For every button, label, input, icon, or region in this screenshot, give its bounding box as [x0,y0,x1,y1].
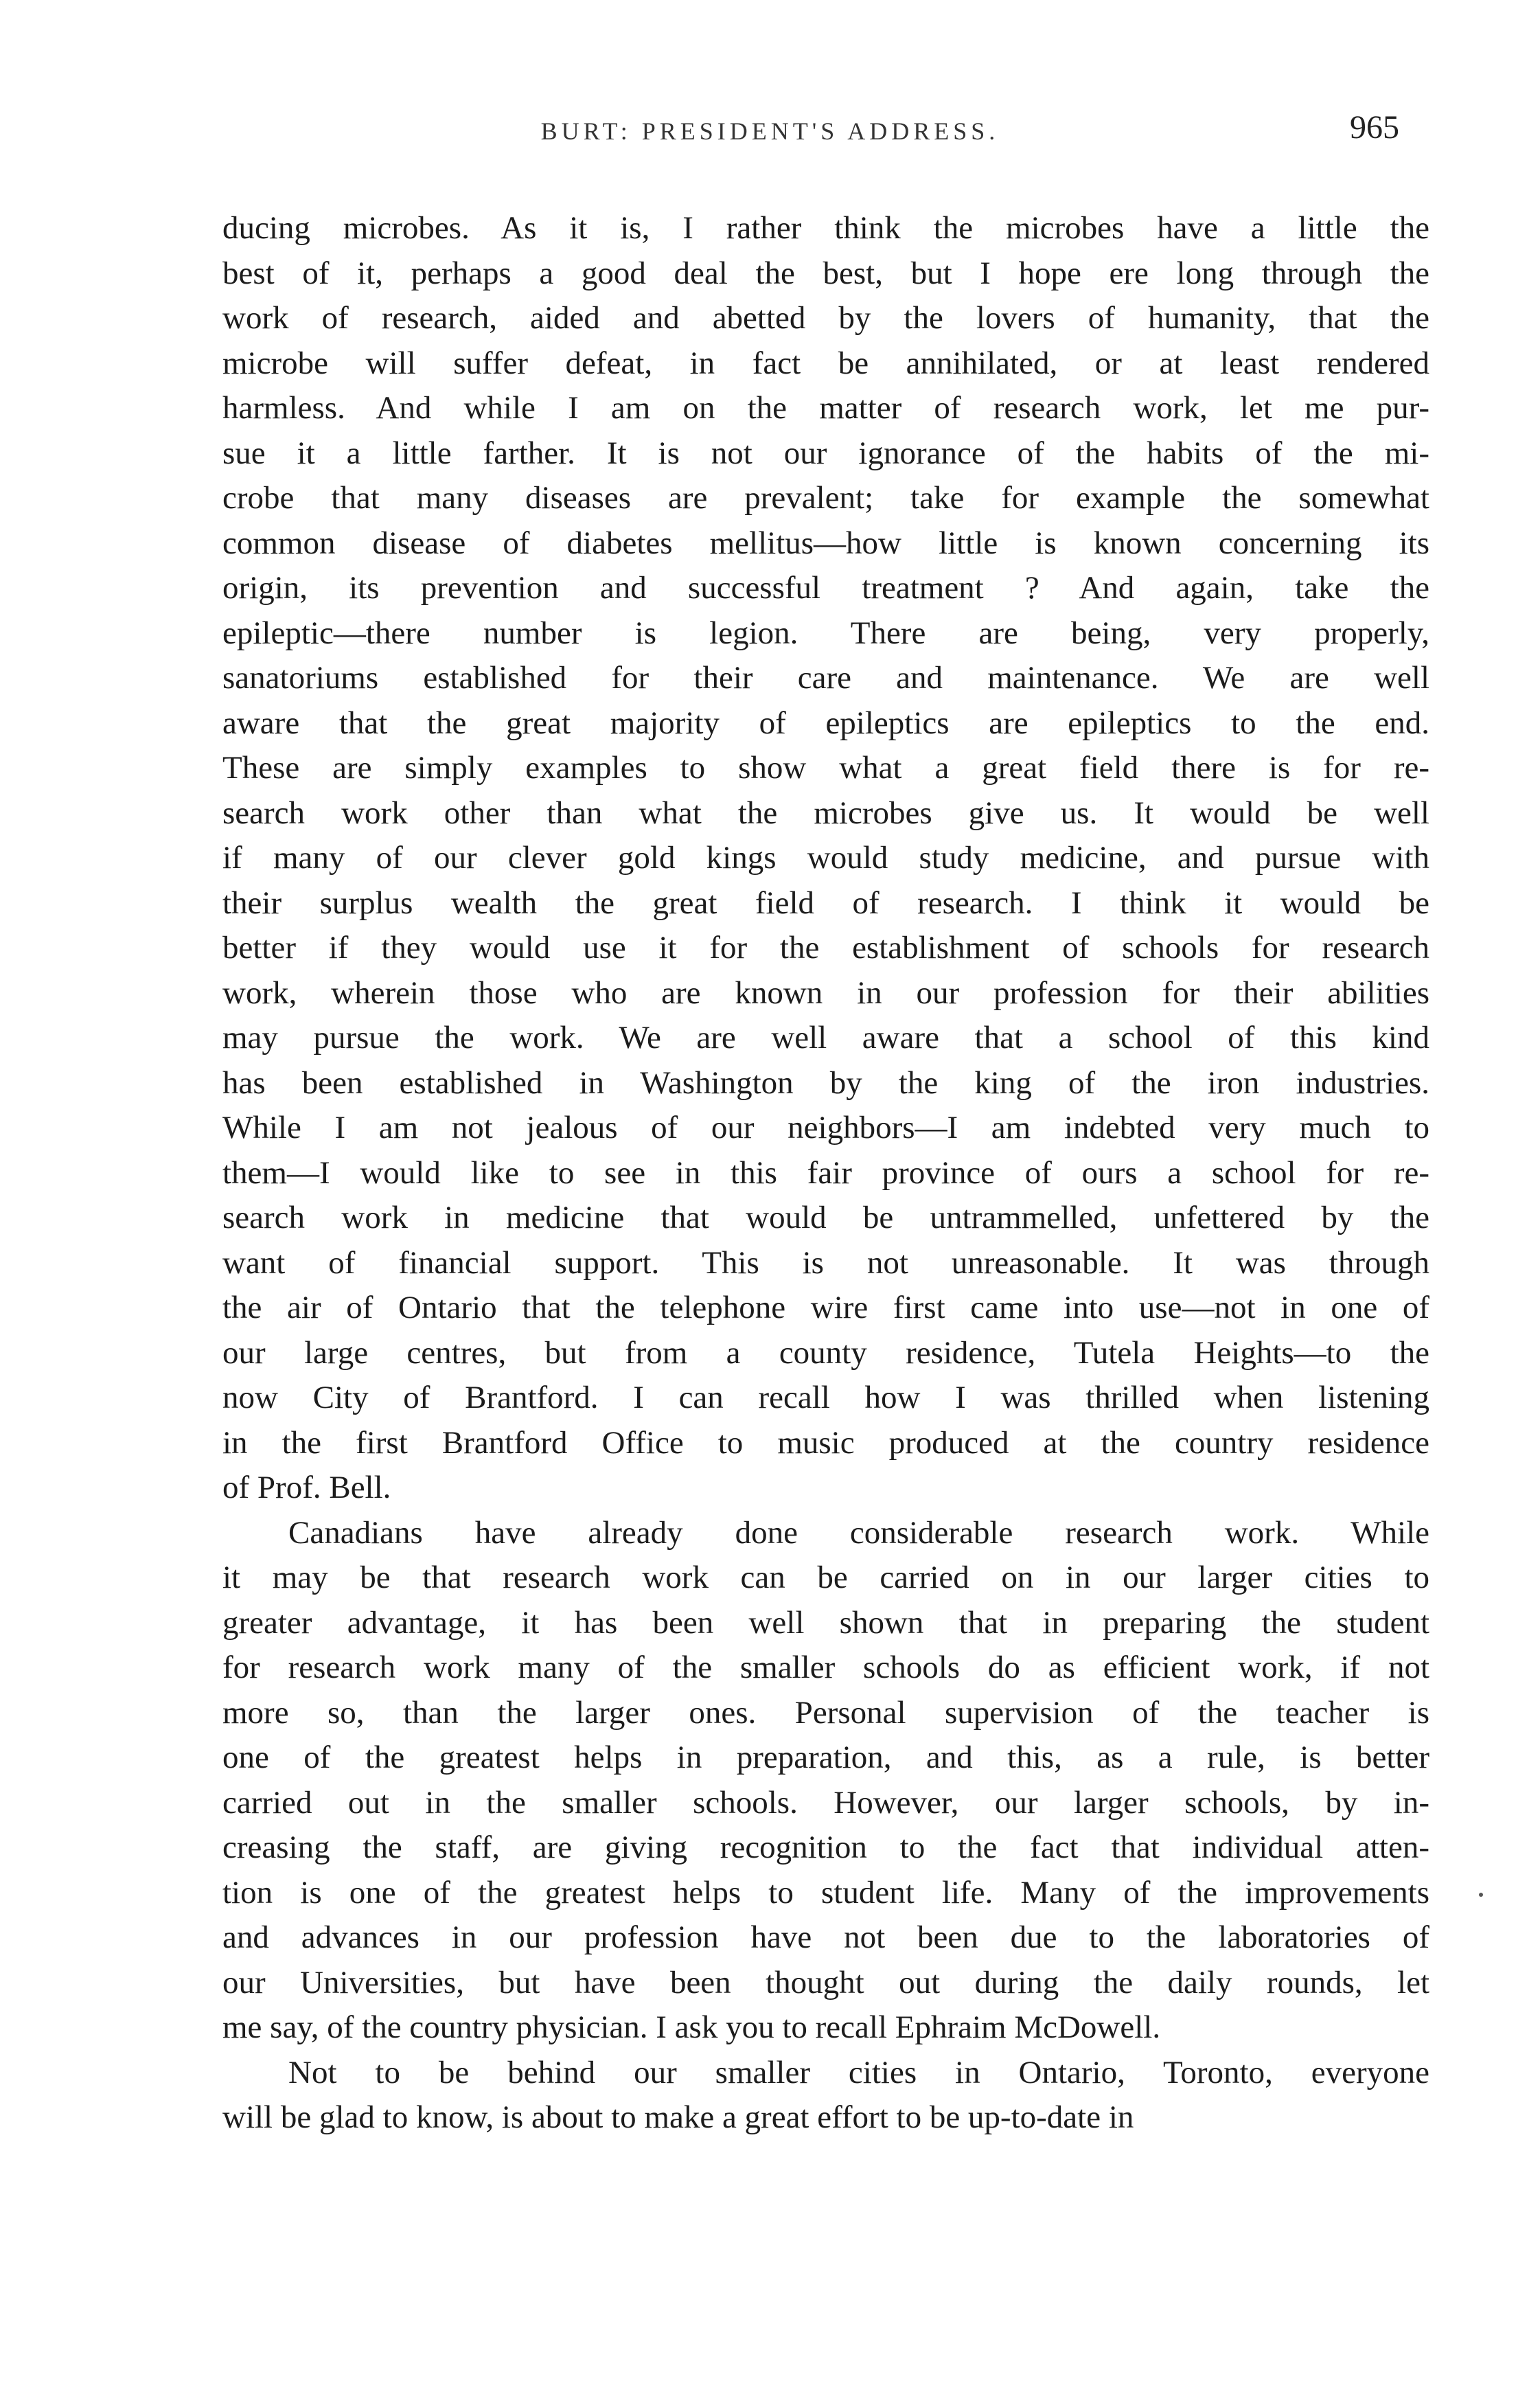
margin-mark [1479,1893,1483,1897]
text-line: crobe that many diseases are prevalent; take for example the somewhat [222,480,1429,516]
text-line: aware that the great majority of epileptics are epileptics to the end. [222,705,1429,741]
text-line: sue it a little farther. It is not our ignorance of the habits of the mi- [222,435,1429,471]
text-line: for research work many of the smaller schools do as efficient work, if not [222,1650,1429,1685]
text-line: may pursue the work. We are well aware that a school of this kind [222,1020,1429,1056]
text-line: me say, of the country physician. I ask you to recall Ephraim McDowell. [222,2009,1161,2045]
text-line: one of the greatest helps in preparation, and this, as a rule, is better [222,1740,1429,1775]
text-line: want of financial support. This is not unreasonable. It was through [222,1244,1429,1281]
text-line: now City of Brantford. I can recall how I was thrilled when listening [222,1380,1429,1415]
page-number: 965 [1350,109,1399,146]
text-line: better if they would use it for the establishment of schools for research [222,930,1429,966]
text-line: our Universities, but have been thought out during the daily rounds, let [222,1964,1429,2001]
text-line: tion is one of the greatest helps to student life. Many of the improvements [222,1874,1429,1911]
text-line: in the first Brantford Office to music produced at the country residence [222,1424,1429,1461]
text-line: best of it, perhaps a good deal the best, but I hope ere long through the [222,255,1429,291]
text-line: and advances in our profession have not been due to the laboratories of [222,1919,1429,1955]
text-line: more so, than the larger ones. Personal supervision of the teacher is [222,1694,1429,1731]
text-line: work, wherein those who are known in our profession for their abilities [222,974,1429,1011]
text-line: These are simply examples to show what a great field there is for re- [222,750,1429,786]
text-line: the air of Ontario that the telephone wire first came into use—not in one of [222,1290,1429,1325]
text-line: origin, its prevention and successful treatment ? And again, take the [222,570,1429,606]
text-line: it may be that research work can be carried on in our larger cities to [222,1560,1429,1595]
text-line: has been established in Washington by the king of the iron industries. [222,1064,1429,1101]
body-text [222,206,1429,2141]
text-line: harmless. And while I am on the matter of research work, let me pur- [222,390,1429,426]
text-line: work of research, aided and abetted by the lovers of humanity, that the [222,300,1429,336]
text-line: creasing the staff, are giving recognition to the fact that individual atten- [222,1830,1429,1865]
text-line: Not to be behind our smaller cities in Ontario, Toronto, everyone [288,2054,1429,2090]
text-line: microbe will suffer defeat, in fact be annihilated, or at least rendered [222,345,1429,381]
text-line: search work other than what the microbes give us. It would be well [222,795,1429,831]
text-line: search work in medicine that would be untrammelled, unfettered by the [222,1200,1429,1235]
text-line: While I am not jealous of our neighbors—I am indebted very much to [222,1110,1429,1145]
text-line: sanatoriums established for their care and maintenance. We are well [222,660,1429,696]
text-line: common disease of diabetes mellitus—how little is known concerning its [222,525,1429,561]
running-head: BURT: PRESIDENT'S ADDRESS. [540,117,1000,145]
text-line: of Prof. Bell. [222,1470,391,1505]
text-line: our large centres, but from a county residence, Tutela Heights—to the [222,1334,1429,1371]
text-line: greater advantage, it has been well shown that in preparing the student [222,1604,1429,1641]
text-line: their surplus wealth the great field of research. I think it would be [222,885,1429,921]
text-line: them—I would like to see in this fair province of ours a school for re- [222,1154,1429,1191]
text-line: ducing microbes. As it is, I rather think the microbes have a little the [222,210,1429,246]
text-line: Canadians have already done considerable research work. While [288,1514,1429,1551]
text-line: if many of our clever gold kings would study medicine, and pursue with [222,840,1429,876]
text-line: will be glad to know, is about to make a great effort to be up-to-date in [222,2099,1134,2135]
text-line: epileptic—there number is legion. There are being, very properly, [222,615,1429,651]
text-line: carried out in the smaller schools. However, our larger schools, by in- [222,1784,1429,1821]
